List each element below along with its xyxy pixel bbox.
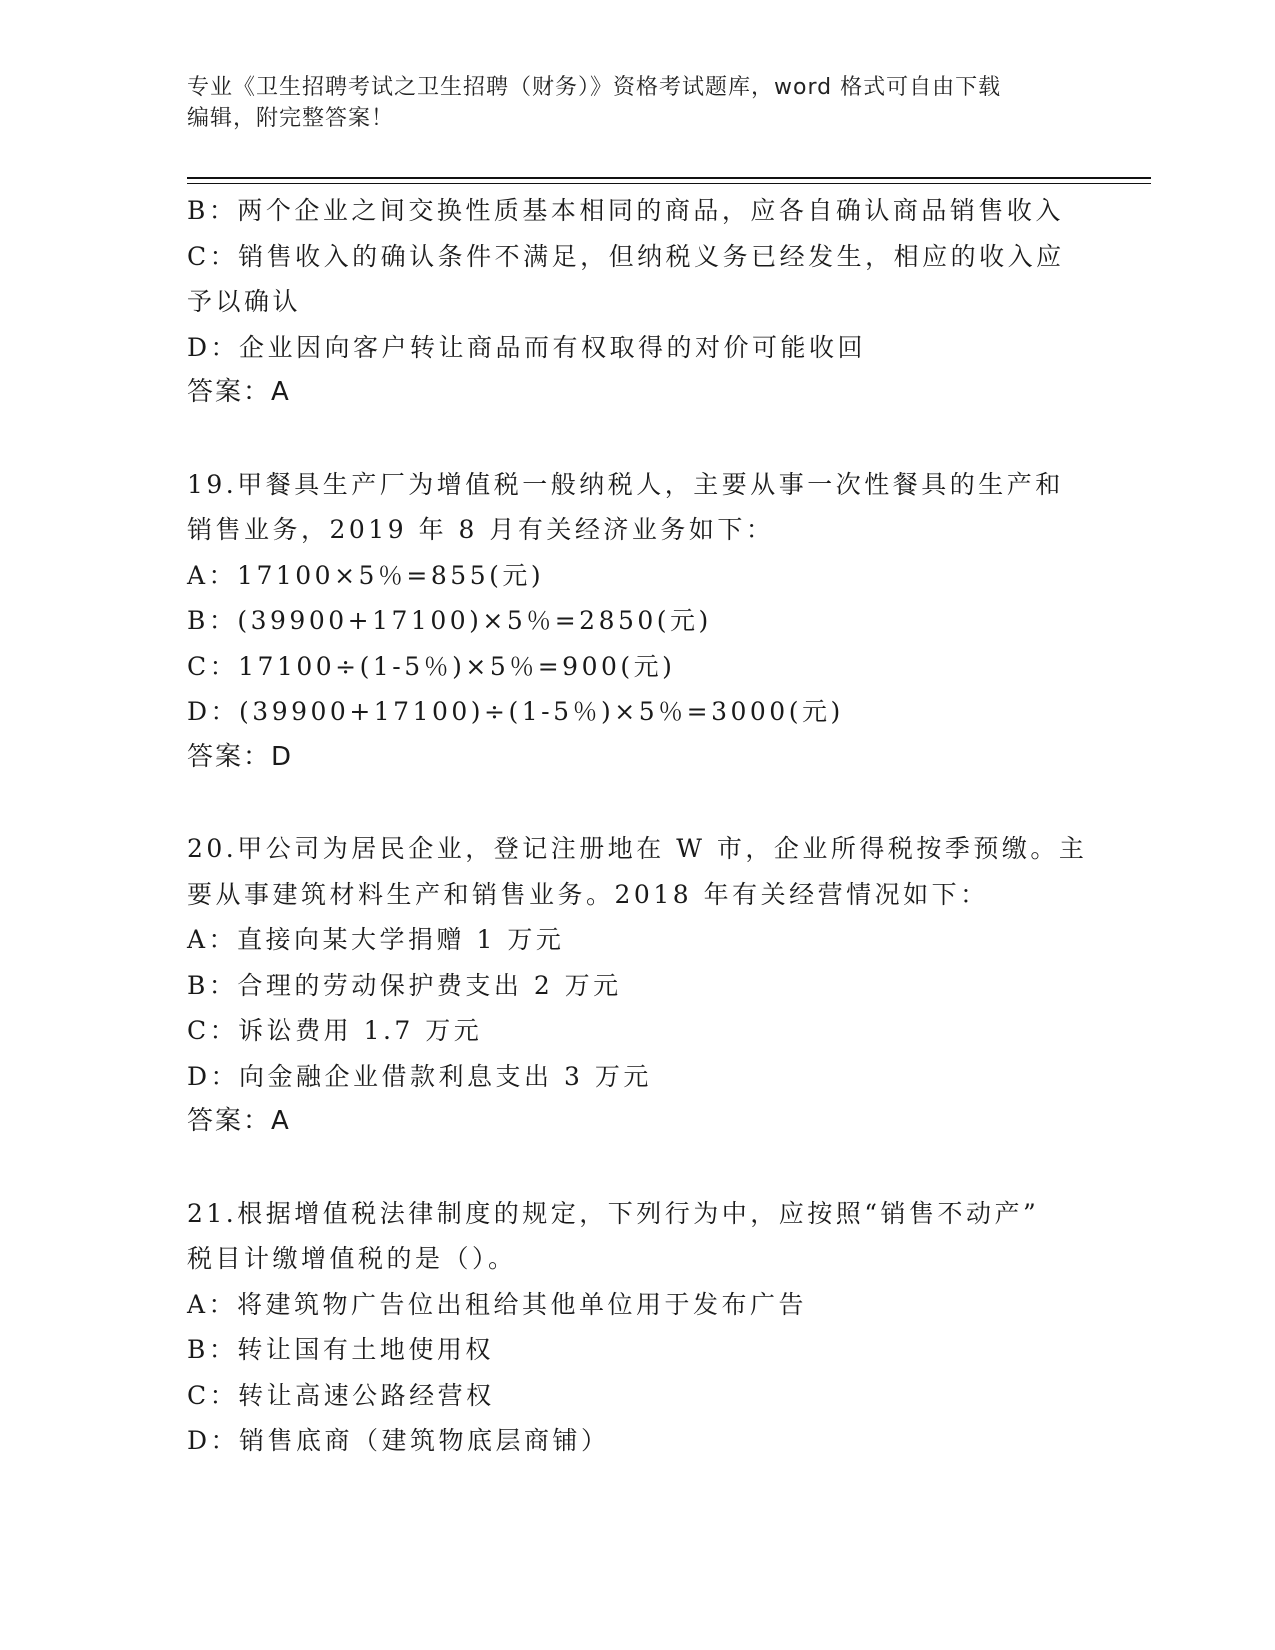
document-header [187,72,1087,134]
option-d: D：企业因向客户转让商品而有权取得的对价可能收回 [187,332,867,362]
question-spacer [187,1145,1077,1191]
option-a: A：将建筑物广告位出租给其他单位用于发布广告 [187,1289,808,1319]
option-b: B：转让国有土地使用权 [187,1335,494,1364]
option-c: C：诉讼费用 1.7 万元 [187,1016,483,1045]
option-c-continued: 予以确认 [187,287,302,316]
question-block [187,188,1077,416]
option-a: A：直接向某大学捐赠 1 万元 [187,925,565,954]
question-block [187,1191,1077,1464]
question-stem-line: 税目计缴增值税的是（）。 [187,1244,517,1273]
question-block [187,826,1088,1145]
question-stem-line: 19.甲餐具生产厂为增值税一般纳税人，主要从事一次性餐具的生产和 [187,469,1064,499]
header-title-line-2: 编辑，附完整答案！ [187,106,395,131]
option-c: C：17100÷(1-5％)×5％=900(元) [187,651,676,681]
question-stem-line: 20.甲公司为居民企业，登记注册地在 W 市，企业所得税按季预缴。主 [187,834,1088,863]
answer-label: 答案：A [187,377,291,407]
question-stem-line: 要从事建筑材料生产和销售业务。2018 年有关经营情况如下： [187,879,989,909]
question-stem-line: 21.根据增值税法律制度的规定，下列行为中，应按照“销售不动产” [187,1198,1040,1228]
answer-label: 答案：D [187,741,294,772]
answer-label: 答案：A [187,1106,291,1136]
option-d: D：销售底商（建筑物底层商铺） [187,1426,610,1455]
option-b: B：(39900+17100)×5％=2850(元) [187,606,712,635]
option-c: C：转让高速公路经营权 [187,1380,495,1410]
option-d: D：(39900+17100)÷(1-5％)×5％=3000(元) [187,697,844,726]
question-spacer [187,416,1077,462]
header-divider-thin [187,183,1151,184]
header-divider-thick [187,177,1151,179]
question-list [187,188,1088,1464]
question-spacer [187,780,1077,826]
question-stem-line: 销售业务，2019 年 8 月有关经济业务如下： [187,515,775,544]
question-block [187,462,1077,781]
header-title-line-1: 专业《卫生招聘考试之卫生招聘（财务）》资格考试题库，word 格式可自由下载 [187,75,1002,100]
option-c: C：销售收入的确认条件不满足，但纳税义务已经发生，相应的收入应 [187,241,1065,271]
option-d: D：向金融企业借款利息支出 3 万元 [187,1061,652,1091]
option-a: A：17100×5％=855(元) [187,560,545,590]
option-b: B：合理的劳动保护费支出 2 万元 [187,970,622,1000]
option-b: B：两个企业之间交换性质基本相同的商品，应各自确认商品销售收入 [187,196,1064,225]
